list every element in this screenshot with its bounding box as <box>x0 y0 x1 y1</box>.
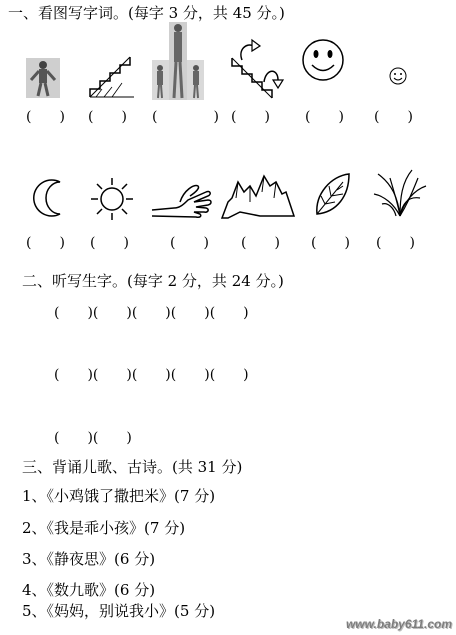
section1-title: 一、看图写字词。(每字 3 分，共 45 分。) <box>8 4 285 22</box>
answer-blank-8[interactable]: ( ) <box>90 235 129 251</box>
site-watermark: www.baby611.com <box>345 617 452 631</box>
stairs-up-icon <box>88 55 138 103</box>
answer-blank-4[interactable]: ( ) <box>231 109 270 125</box>
person-photo-icon <box>26 58 60 98</box>
answer-blank-5[interactable]: ( ) <box>305 109 344 125</box>
answer-blank-10[interactable]: ( ) <box>241 235 280 251</box>
recitation-item-2: 2、《我是乖小孩》(7 分) <box>22 519 186 537</box>
leaf-icon <box>313 172 353 222</box>
dictation-row-3[interactable]: ( )( ) <box>54 430 132 446</box>
answer-blank-9[interactable]: ( ) <box>170 235 209 251</box>
smiley-face-small-icon <box>389 67 407 89</box>
answer-blank-12[interactable]: ( ) <box>376 235 415 251</box>
people-height-photo-icon <box>152 22 204 100</box>
sun-icon <box>89 176 135 226</box>
answer-blank-3[interactable]: ( ) <box>152 109 219 125</box>
section2-title: 二、听写生字。(每字 2 分，共 24 分。) <box>22 272 284 290</box>
crescent-moon-icon <box>26 178 66 222</box>
recitation-item-3: 3、《静夜思》(6 分) <box>22 550 156 568</box>
stairs-down-arrow-icon <box>228 38 282 104</box>
recitation-item-5: 5、《妈妈，别说我小》(5 分) <box>22 602 216 620</box>
answer-blank-2[interactable]: ( ) <box>88 109 127 125</box>
grass-icon <box>372 168 428 222</box>
section3-title: 三、背诵儿歌、古诗。(共 31 分) <box>22 458 243 476</box>
mountains-icon <box>220 172 296 224</box>
answer-blank-6[interactable]: ( ) <box>374 109 413 125</box>
dictation-row-1[interactable]: ( )( )( )( )( ) <box>54 305 249 321</box>
smiley-face-large-icon <box>301 38 345 86</box>
recitation-item-1: 1、《小鸡饿了撒把米》(7 分) <box>22 487 216 505</box>
dictation-row-2[interactable]: ( )( )( )( )( ) <box>54 367 249 383</box>
answer-blank-11[interactable]: ( ) <box>311 235 350 251</box>
answer-blank-7[interactable]: ( ) <box>26 235 65 251</box>
hand-icon <box>150 178 214 222</box>
answer-blank-1[interactable]: ( ) <box>26 109 65 125</box>
recitation-item-4: 4、《数九歌》(6 分) <box>22 581 156 599</box>
